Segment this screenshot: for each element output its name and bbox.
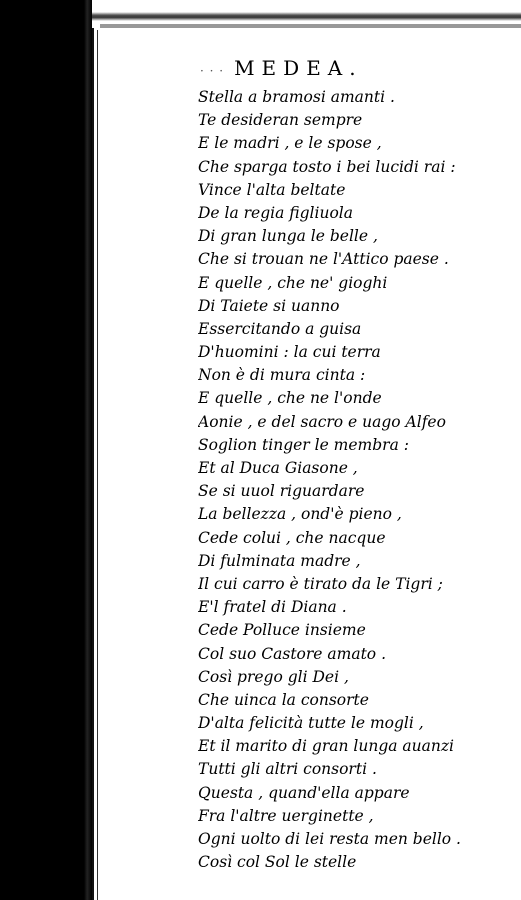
verse-line: Essercitando a guisa bbox=[198, 319, 362, 338]
verse-line: Che si trouan ne l'Attico paese . bbox=[198, 250, 449, 269]
verse-lines bbox=[198, 86, 518, 874]
verse-line: Vince l'alta beltate bbox=[198, 180, 346, 199]
verse-line: Tutti gli altri consorti . bbox=[198, 760, 377, 779]
verse-line: D'huomini : la cui terra bbox=[198, 343, 381, 362]
verse-line: Aonie , e del sacro e uago Alfeo bbox=[198, 412, 446, 431]
verse-line: Di Taiete si uanno bbox=[198, 296, 340, 315]
verse-line: Che uinca la consorte bbox=[198, 690, 369, 709]
verse-line: E'l fratel di Diana . bbox=[198, 598, 347, 617]
running-head-title: MEDEA. bbox=[234, 56, 363, 80]
verse-line: E quelle , che ne' gioghi bbox=[198, 273, 388, 292]
verse-line: E le madri , e le spose , bbox=[198, 134, 382, 153]
page-top-edge-line bbox=[100, 24, 521, 28]
verse-line: Che sparga tosto i bei lucidi rai : bbox=[198, 157, 456, 176]
verse-line: Così col Sol le stelle bbox=[198, 853, 357, 872]
verse-line: Et il marito di gran lunga auanzi bbox=[198, 737, 454, 756]
page-binding-edge-inner bbox=[97, 30, 98, 900]
verse-line: Il cui carro è tirato da le Tigri ; bbox=[198, 574, 443, 593]
verse-line: Cede colui , che nacque bbox=[198, 528, 386, 547]
verse-line: Fra l'altre uerginette , bbox=[198, 806, 374, 825]
verse-line: Te desideran sempre bbox=[198, 111, 363, 130]
verse-line: Col suo Castore amato . bbox=[198, 644, 386, 663]
verse-line: Ogni uolto di lei resta men bello . bbox=[198, 830, 461, 848]
verse-line: Stella a bramosi amanti . bbox=[198, 88, 395, 106]
verse-line: Soglion tinger le membra : bbox=[198, 435, 409, 454]
verse-line: Di gran lunga le belle , bbox=[198, 227, 378, 246]
verse-line: De la regia figliuola bbox=[198, 203, 353, 222]
verse-line: Così prego gli Dei , bbox=[198, 667, 349, 686]
verse-line: Se si uuol riguardare bbox=[198, 482, 365, 501]
book-gutter-shadow bbox=[0, 0, 92, 900]
verse-line: E quelle , che ne l'onde bbox=[198, 389, 382, 408]
verse-line: Non è di mura cinta : bbox=[198, 366, 366, 385]
verse-line: Questa , quand'ella appare bbox=[198, 783, 410, 802]
book-gutter-fold bbox=[84, 0, 92, 900]
ornament-dots: · · · bbox=[200, 64, 225, 78]
verse-line: Et al Duca Giasone , bbox=[198, 459, 358, 477]
verse-line: D'alta felicità tutte le mogli , bbox=[198, 714, 424, 733]
verse-line: La bellezza , ond'è pieno , bbox=[198, 505, 402, 524]
verse-line: Cede Polluce insieme bbox=[198, 621, 366, 640]
running-head bbox=[200, 56, 440, 86]
page-binding-edge bbox=[92, 28, 94, 900]
verse-line: Di fulminata madre , bbox=[198, 551, 361, 570]
